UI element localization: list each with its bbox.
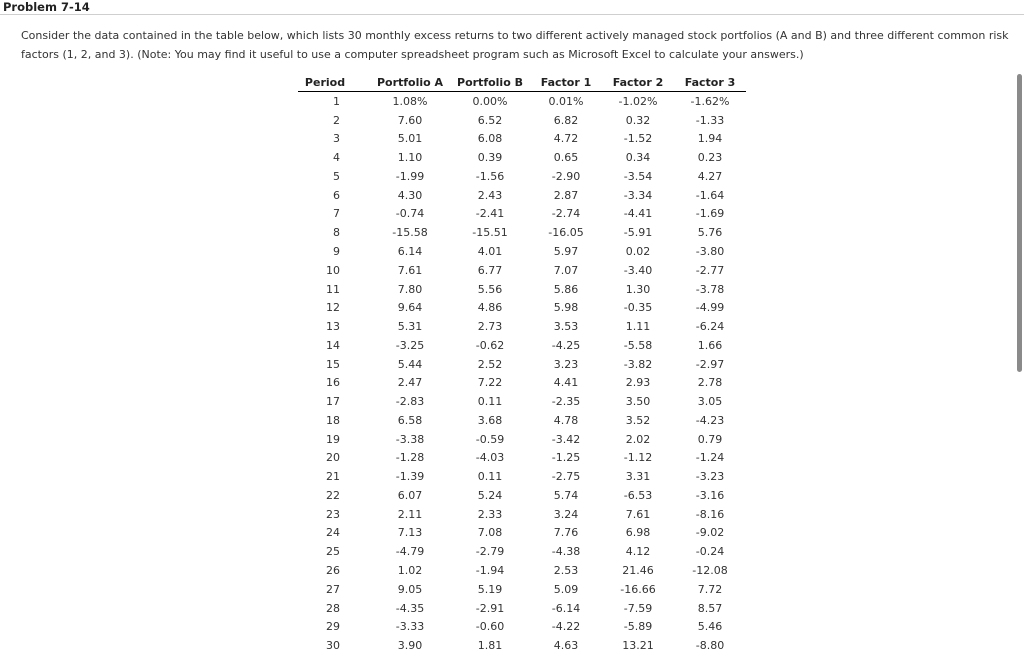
cell-portfolio-b: 6.77 [477, 263, 503, 277]
cell-portfolio-a: 5.01 [397, 132, 423, 146]
cell-period: 2 [333, 113, 340, 127]
cell-factor-3: 8.57 [697, 601, 723, 615]
table-row [298, 467, 746, 486]
cell-factor-2: -5.91 [623, 226, 653, 240]
cell-factor-1: -16.05 [548, 226, 584, 240]
cell-portfolio-b: -4.03 [475, 451, 505, 465]
cell-portfolio-b: 1.81 [477, 639, 503, 653]
cell-factor-3: -4.23 [695, 413, 725, 427]
table-row [298, 486, 746, 505]
cell-portfolio-a: 4.30 [397, 188, 423, 202]
cell-portfolio-a: -3.25 [395, 338, 425, 352]
cell-factor-1: 0.01% [548, 94, 584, 108]
cell-period: 13 [326, 320, 340, 334]
table-row [298, 449, 746, 468]
cell-period: 23 [326, 507, 340, 521]
cell-portfolio-b: 3.68 [477, 413, 503, 427]
cell-portfolio-a: -2.83 [395, 395, 425, 409]
table-row [298, 336, 746, 355]
cell-factor-2: -0.35 [623, 301, 653, 315]
cell-factor-3: -8.80 [695, 639, 725, 653]
cell-factor-3: -1.62% [690, 94, 730, 108]
table-row [298, 167, 746, 186]
cell-period: 19 [326, 432, 340, 446]
cell-factor-1: 5.97 [553, 245, 579, 258]
table-row [298, 280, 746, 299]
table-row [298, 148, 746, 167]
cell-factor-3: -0.24 [695, 545, 725, 559]
cell-portfolio-a: 3.90 [397, 639, 423, 653]
table-row [298, 617, 746, 636]
cell-period: 30 [326, 639, 340, 653]
cell-factor-2: 0.32 [625, 113, 651, 127]
page-title: Problem 7-14 [3, 0, 90, 14]
cell-factor-2: 0.02 [625, 245, 651, 258]
cell-portfolio-a: 5.44 [397, 357, 423, 371]
table-row [298, 636, 746, 655]
cell-portfolio-b: -15.51 [472, 226, 508, 240]
cell-factor-2: -3.82 [623, 357, 653, 371]
cell-portfolio-b: 2.52 [477, 357, 503, 371]
cell-factor-1: -2.74 [551, 207, 581, 221]
cell-period: 28 [326, 601, 340, 615]
cell-period: 6 [333, 188, 340, 202]
cell-factor-1: -4.38 [551, 545, 581, 559]
cell-factor-1: -4.25 [551, 338, 581, 352]
table-row [298, 561, 746, 580]
cell-factor-1: 5.09 [553, 582, 579, 596]
cell-factor-3: -3.23 [695, 470, 725, 484]
cell-period: 11 [326, 282, 340, 296]
cell-portfolio-a: 6.14 [397, 245, 423, 258]
cell-factor-2: 4.12 [625, 545, 651, 559]
cell-factor-2: 21.46 [622, 564, 654, 578]
header-portfolio-a: Portfolio A [370, 73, 450, 92]
cell-factor-1: 4.41 [553, 376, 579, 390]
table-row [298, 298, 746, 317]
cell-factor-2: -1.12 [623, 451, 653, 465]
cell-factor-3: 2.78 [697, 376, 723, 390]
table-row [298, 542, 746, 561]
cell-period: 5 [333, 169, 340, 183]
cell-period: 29 [326, 620, 340, 634]
cell-factor-3: -3.80 [695, 245, 725, 258]
cell-portfolio-b: 2.73 [477, 320, 503, 334]
cell-portfolio-a: 9.64 [397, 301, 423, 315]
cell-factor-1: 7.76 [553, 526, 579, 540]
cell-portfolio-a: 2.11 [397, 507, 423, 521]
cell-period: 8 [333, 226, 340, 240]
cell-period: 26 [326, 564, 340, 578]
cell-portfolio-b: -0.62 [475, 338, 505, 352]
cell-factor-1: -1.25 [551, 451, 581, 465]
cell-portfolio-a: -3.38 [395, 432, 425, 446]
cell-portfolio-a: 1.02 [397, 564, 423, 578]
cell-factor-2: 3.52 [625, 413, 651, 427]
cell-factor-2: 1.11 [625, 320, 651, 334]
cell-portfolio-a: 1.10 [397, 151, 423, 165]
cell-period: 24 [326, 526, 340, 540]
cell-factor-3: -3.78 [695, 282, 725, 296]
cell-factor-1: -3.42 [551, 432, 581, 446]
cell-factor-3: -2.97 [695, 357, 725, 371]
table-row [298, 355, 746, 374]
cell-factor-1: 7.07 [553, 263, 579, 277]
cell-period: 4 [333, 151, 340, 165]
cell-portfolio-a: 6.07 [397, 488, 423, 502]
cell-factor-2: -16.66 [620, 582, 656, 596]
cell-factor-3: -1.69 [695, 207, 725, 221]
cell-factor-1: 5.74 [553, 488, 579, 502]
cell-factor-3: 5.76 [697, 226, 723, 240]
cell-factor-3: -8.16 [695, 507, 725, 521]
cell-portfolio-b: -2.91 [475, 601, 505, 615]
cell-portfolio-b: 2.43 [477, 188, 503, 202]
cell-period: 14 [326, 338, 340, 352]
cell-period: 22 [326, 488, 340, 502]
table-row [298, 317, 746, 336]
cell-period: 17 [326, 395, 340, 409]
cell-portfolio-a: -0.74 [395, 207, 425, 221]
cell-portfolio-b: -1.94 [475, 564, 505, 578]
cell-factor-2: -4.41 [623, 207, 653, 221]
cell-factor-2: 6.98 [625, 526, 651, 540]
cell-portfolio-b: -2.41 [475, 207, 505, 221]
cell-factor-2: 2.93 [625, 376, 651, 390]
cell-portfolio-a: -15.58 [392, 226, 428, 240]
table-row [298, 392, 746, 411]
cell-portfolio-b: 2.33 [477, 507, 503, 521]
cell-portfolio-a: 9.05 [397, 582, 423, 596]
cell-portfolio-a: -4.35 [395, 601, 425, 615]
returns-table [298, 73, 746, 655]
cell-portfolio-b: -2.79 [475, 545, 505, 559]
table-row [298, 261, 746, 280]
cell-factor-2: -3.54 [623, 169, 653, 183]
cell-portfolio-b: 5.19 [477, 582, 503, 596]
cell-portfolio-b: 7.22 [477, 376, 503, 390]
table-row [298, 92, 746, 111]
cell-factor-1: 6.82 [553, 113, 579, 127]
cell-portfolio-a: -4.79 [395, 545, 425, 559]
cell-portfolio-b: 7.08 [477, 526, 503, 540]
cell-portfolio-b: -0.59 [475, 432, 505, 446]
cell-factor-3: -1.33 [695, 113, 725, 127]
cell-factor-1: 4.78 [553, 413, 579, 427]
cell-factor-1: 2.87 [553, 188, 579, 202]
cell-factor-1: 3.23 [553, 357, 579, 371]
cell-portfolio-a: 6.58 [397, 413, 423, 427]
cell-factor-2: 3.31 [625, 470, 651, 484]
cell-factor-3: 1.66 [697, 338, 723, 352]
cell-factor-3: -1.24 [695, 451, 725, 465]
cell-factor-2: 1.30 [625, 282, 651, 296]
cell-factor-3: -3.16 [695, 488, 725, 502]
cell-portfolio-a: 1.08% [392, 94, 428, 108]
cell-portfolio-b: 0.11 [477, 470, 503, 484]
cell-portfolio-a: -1.28 [395, 451, 425, 465]
cell-period: 27 [326, 582, 340, 596]
cell-factor-2: 0.34 [625, 151, 651, 165]
cell-period: 7 [333, 207, 340, 221]
cell-factor-1: 5.98 [553, 301, 579, 315]
cell-period: 16 [326, 376, 340, 390]
cell-period: 15 [326, 357, 340, 371]
cell-portfolio-b: 0.11 [477, 395, 503, 409]
cell-portfolio-a: 2.47 [397, 376, 423, 390]
cell-factor-3: 3.05 [697, 395, 723, 409]
problem-description: Consider the data contained in the table below, which lists 30 monthly excess returns to two different actively managed stock portfolios (A and B) and three different common risk factors (1, 2, and 3). (Note: You may find it useful to use a computer spreadsheet program such as Microsoft Excel to calculate your answers.) [21, 29, 1009, 61]
cell-period: 21 [326, 470, 340, 484]
scrollbar-thumb[interactable] [1017, 74, 1022, 372]
cell-factor-2: 13.21 [622, 639, 654, 653]
cell-factor-2: -1.52 [623, 132, 653, 146]
table-row [298, 411, 746, 430]
cell-portfolio-b: 4.01 [477, 245, 503, 258]
table-row [298, 186, 746, 205]
cell-factor-1: 3.53 [553, 320, 579, 334]
cell-portfolio-a: -3.33 [395, 620, 425, 634]
cell-factor-1: -2.90 [551, 169, 581, 183]
table-row [298, 430, 746, 449]
cell-factor-2: 2.02 [625, 432, 651, 446]
cell-factor-2: -5.58 [623, 338, 653, 352]
cell-factor-1: -6.14 [551, 601, 581, 615]
header-portfolio-b: Portfolio B [450, 73, 530, 92]
cell-factor-1: -2.35 [551, 395, 581, 409]
table-row [298, 524, 746, 543]
cell-portfolio-a: 7.80 [397, 282, 423, 296]
cell-period: 18 [326, 413, 340, 427]
table-row [298, 373, 746, 392]
table-row [298, 223, 746, 242]
cell-portfolio-b: 5.24 [477, 488, 503, 502]
cell-portfolio-a: 7.13 [397, 526, 423, 540]
cell-factor-1: 4.72 [553, 132, 579, 146]
cell-factor-2: 7.61 [625, 507, 651, 521]
table-row [298, 111, 746, 130]
cell-factor-3: 0.79 [697, 432, 723, 446]
cell-factor-2: -7.59 [623, 601, 653, 615]
cell-portfolio-b: 4.86 [477, 301, 503, 315]
cell-factor-3: 4.27 [697, 169, 723, 183]
cell-factor-3: 5.46 [697, 620, 723, 634]
table-header-row [298, 73, 746, 92]
cell-factor-3: -4.99 [695, 301, 725, 315]
cell-portfolio-b: 6.52 [477, 113, 503, 127]
cell-factor-1: -2.75 [551, 470, 581, 484]
cell-factor-1: 2.53 [553, 564, 579, 578]
table-row [298, 580, 746, 599]
cell-factor-1: -4.22 [551, 620, 581, 634]
cell-period: 1 [333, 94, 340, 108]
header-factor-1: Factor 1 [530, 73, 602, 92]
cell-portfolio-a: 5.31 [397, 320, 423, 334]
table-row [298, 130, 746, 149]
cell-factor-2: -6.53 [623, 488, 653, 502]
header-factor-2: Factor 2 [602, 73, 674, 92]
cell-factor-3: -12.08 [692, 564, 728, 578]
cell-factor-1: 3.24 [553, 507, 579, 521]
cell-factor-2: 3.50 [625, 395, 651, 409]
table-row [298, 205, 746, 224]
cell-factor-1: 4.63 [553, 639, 579, 653]
table-row [298, 599, 746, 618]
cell-portfolio-b: 0.39 [477, 151, 503, 165]
table-row [298, 242, 746, 261]
header-factor-3: Factor 3 [674, 73, 746, 92]
cell-period: 25 [326, 545, 340, 559]
cell-factor-3: 0.23 [697, 151, 723, 165]
cell-period: 9 [333, 245, 340, 258]
cell-portfolio-a: -1.39 [395, 470, 425, 484]
cell-factor-3: -6.24 [695, 320, 725, 334]
cell-factor-3: -9.02 [695, 526, 725, 540]
cell-factor-3: -1.64 [695, 188, 725, 202]
cell-period: 12 [326, 301, 340, 315]
cell-factor-1: 5.86 [553, 282, 579, 296]
cell-factor-2: -3.34 [623, 188, 653, 202]
cell-factor-3: -2.77 [695, 263, 725, 277]
cell-portfolio-a: 7.61 [397, 263, 423, 277]
header-period: Period [298, 73, 370, 92]
cell-portfolio-a: 7.60 [397, 113, 423, 127]
cell-portfolio-b: 5.56 [477, 282, 503, 296]
table-row [298, 505, 746, 524]
cell-period: 3 [333, 132, 340, 146]
cell-factor-2: -1.02% [618, 94, 658, 108]
cell-period: 10 [326, 263, 340, 277]
cell-factor-1: 0.65 [553, 151, 579, 165]
cell-factor-3: 7.72 [697, 582, 723, 596]
cell-factor-3: 1.94 [697, 132, 723, 146]
cell-portfolio-b: 6.08 [477, 132, 503, 146]
cell-period: 20 [326, 451, 340, 465]
cell-portfolio-b: -1.56 [475, 169, 505, 183]
title-divider [0, 14, 1024, 15]
cell-factor-2: -3.40 [623, 263, 653, 277]
cell-portfolio-a: -1.99 [395, 169, 425, 183]
cell-factor-2: -5.89 [623, 620, 653, 634]
cell-portfolio-b: -0.60 [475, 620, 505, 634]
cell-portfolio-b: 0.00% [472, 94, 508, 108]
